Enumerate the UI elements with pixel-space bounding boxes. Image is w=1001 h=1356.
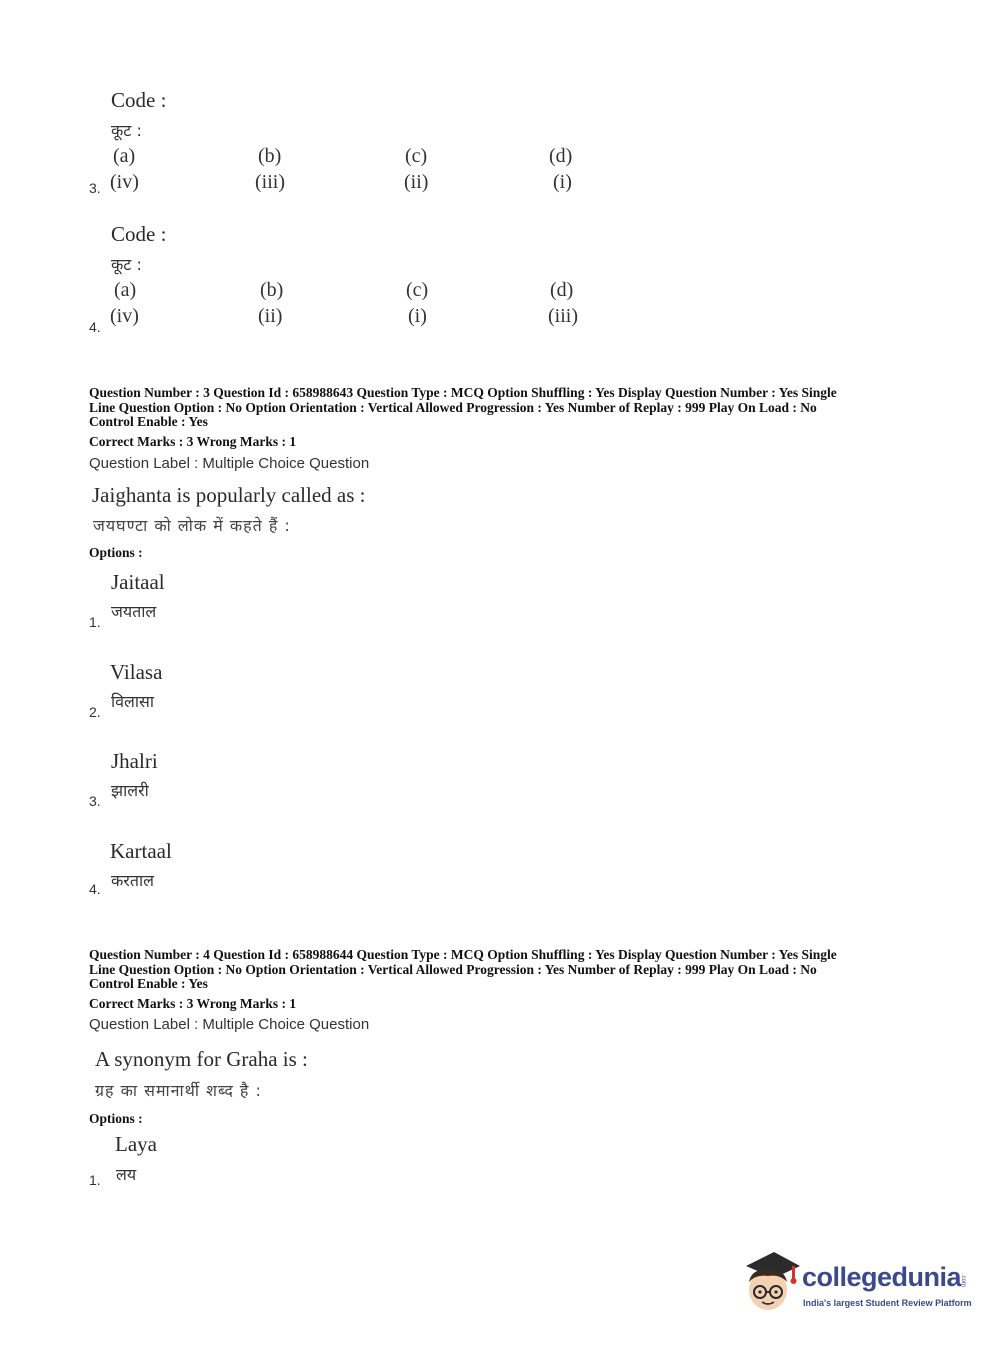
- option-4-value-a: (iv): [110, 305, 139, 327]
- q3-option-1-text: Jaitaal: [111, 570, 165, 594]
- q4-option-1-text: Laya: [115, 1132, 157, 1156]
- logo-tagline: India's largest Student Review Platform: [803, 1298, 972, 1308]
- q4-question-text-hindi: ग्रह का समानार्थी शब्द है :: [95, 1081, 262, 1100]
- q3-option-1-number: 1.: [89, 614, 101, 630]
- q3-option-2-text-hindi: विलासा: [111, 692, 154, 711]
- option-4-header-c: (c): [406, 279, 429, 301]
- option-4-header-a: (a): [114, 279, 137, 301]
- q4-meta-line2: Line Question Option : No Option Orientation : Vertical Allowed Progression : Yes Number of Replay : 999 Play On Load : No: [89, 961, 817, 977]
- option-3-value-d: (i): [553, 171, 572, 193]
- option-3-code-label: Code :: [111, 88, 167, 112]
- q3-metadata: [89, 386, 949, 430]
- q3-question-text-hindi: जयघण्टा को लोक में कहते हैं :: [93, 516, 291, 535]
- logo-wordmark: collegedunia: [802, 1262, 962, 1292]
- option-4-code-label-hindi: कूट :: [111, 255, 142, 274]
- option-3-value-c: (ii): [404, 171, 429, 193]
- q3-option-2-number: 2.: [89, 704, 101, 720]
- option-4-value-d: (iii): [548, 305, 578, 327]
- q3-option-4-number: 4.: [89, 881, 101, 897]
- option-3-header-d: (d): [549, 145, 573, 167]
- q3-option-4-text-hindi: करताल: [111, 871, 154, 890]
- q3-option-1-text-hindi: जयताल: [111, 602, 157, 621]
- logo-suffix: .com: [960, 1274, 966, 1288]
- q3-option-3-number: 3.: [89, 793, 101, 809]
- q4-option-1-number: 1.: [89, 1172, 101, 1188]
- option-4-code-label: Code :: [111, 222, 167, 246]
- q4-question-label: Question Label : Multiple Choice Question: [89, 1016, 370, 1033]
- q3-meta-line2: Line Question Option : No Option Orientation : Vertical Allowed Progression : Yes Number of Replay : 999 Play On Load : No: [89, 399, 817, 415]
- q4-option-1-text-hindi: लय: [116, 1165, 137, 1184]
- option-3-value-b: (iii): [255, 171, 285, 193]
- mascot-icon: [740, 1248, 802, 1314]
- option-3-code-label-hindi: कूट :: [111, 121, 142, 140]
- q3-meta-line1: Question Number : 3 Question Id : 658988643 Question Type : MCQ Option Shuffling : Yes Display Question Number : Yes Single: [89, 385, 837, 400]
- q4-options-heading: Options :: [89, 1111, 143, 1126]
- collegedunia-logo[interactable]: [740, 1248, 970, 1318]
- option-4-value-c: (i): [408, 305, 427, 327]
- q3-option-4-text: Kartaal: [110, 839, 172, 863]
- q3-options-heading: Options :: [89, 545, 143, 560]
- q3-option-3-text: Jhalri: [111, 749, 158, 773]
- q4-marks: Correct Marks : 3 Wrong Marks : 1: [89, 996, 297, 1011]
- q3-question-text: Jaighanta is popularly called as :: [92, 483, 366, 507]
- option-3-header-c: (c): [405, 145, 428, 167]
- option-3-value-a: (iv): [110, 171, 139, 193]
- q4-metadata: [89, 948, 949, 992]
- q3-question-label: Question Label : Multiple Choice Question: [89, 455, 370, 472]
- option-4-header-d: (d): [550, 279, 574, 301]
- option-4-header-b: (b): [260, 279, 284, 301]
- option-4-value-b: (ii): [258, 305, 283, 327]
- option-3-header-b: (b): [258, 145, 282, 167]
- option-3-number: 3.: [89, 180, 101, 196]
- option-3-header-a: (a): [113, 145, 136, 167]
- q4-meta-line1: Question Number : 4 Question Id : 658988644 Question Type : MCQ Option Shuffling : Yes Display Question Number : Yes Single: [89, 947, 837, 962]
- option-4-number: 4.: [89, 319, 101, 335]
- q3-marks: Correct Marks : 3 Wrong Marks : 1: [89, 434, 297, 449]
- q4-question-text: A synonym for Graha is :: [95, 1047, 308, 1071]
- q4-meta-line3: Control Enable : Yes: [89, 976, 208, 991]
- q3-option-3-text-hindi: झालरी: [111, 781, 149, 800]
- q3-option-2-text: Vilasa: [110, 660, 163, 684]
- q3-meta-line3: Control Enable : Yes: [89, 414, 208, 429]
